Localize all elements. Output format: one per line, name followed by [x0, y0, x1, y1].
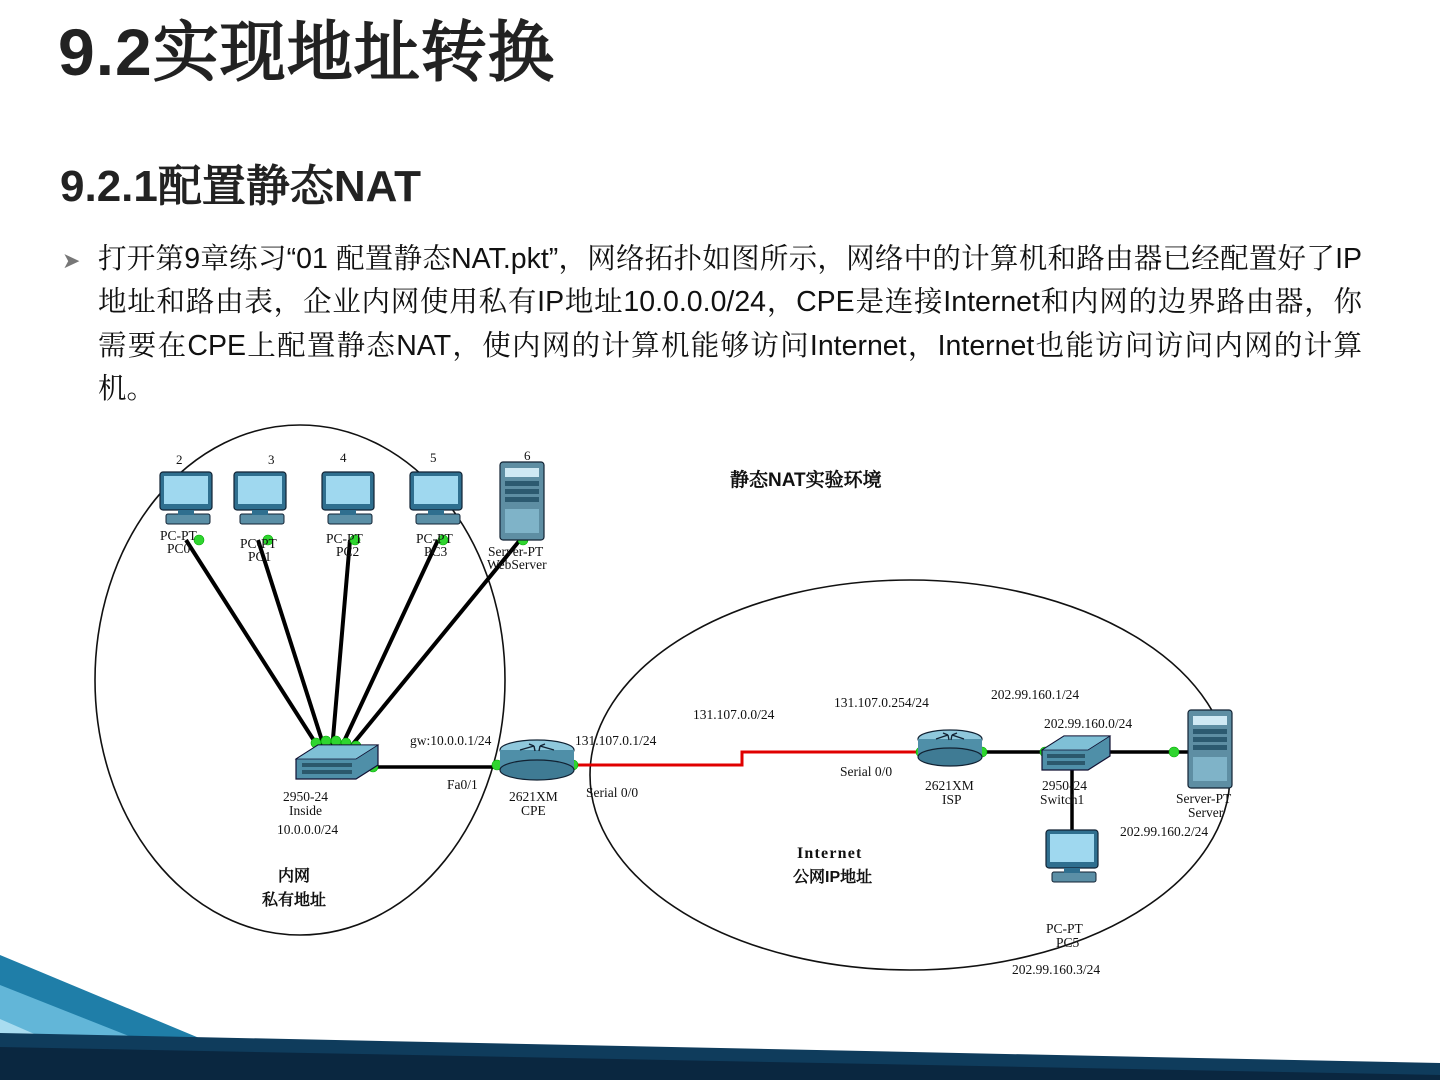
- server-type: Server-PT: [1176, 791, 1232, 806]
- server-name: Server: [1188, 805, 1224, 820]
- pc0-type: PC-PT: [160, 528, 197, 543]
- inside-zone-label-line1: 内网: [278, 868, 311, 885]
- isp-switch-name: Switch1: [1040, 792, 1085, 807]
- host-number-6: 6: [524, 448, 531, 463]
- internet-zone-ellipse: [590, 580, 1230, 970]
- pc2-name: PC2: [336, 544, 360, 559]
- internet-zone-label-line1: Internet: [797, 845, 863, 862]
- host-number-2: 2: [176, 452, 183, 467]
- webserver-name: WebServer: [487, 557, 547, 572]
- server-ip: 202.99.160.2/24: [1120, 824, 1209, 839]
- bullet-marker-icon: ➤: [62, 248, 81, 273]
- inside-switch-model: 2950-24: [283, 789, 328, 804]
- cpe-gateway-ip: gw:10.0.0.1/24: [410, 733, 492, 748]
- cpe-name: CPE: [521, 803, 546, 818]
- inside-lan-links: [186, 540, 520, 750]
- inside-switch-name: Inside: [289, 803, 322, 818]
- pc5-ip: 202.99.160.3/24: [1012, 962, 1101, 977]
- host-number-4: 4: [340, 450, 347, 465]
- pc5-type: PC-PT: [1046, 921, 1083, 936]
- bullet-text: 打开第9章练习“01 配置静态NAT.pkt”，网络拓扑如图所示，网络中的计算机和路由器已经配置好了IP地址和路由表，企业内网使用私有IP地址10.0.0.0/24，CPE是连接Internet和内网的边界路由器，你需要在CPE上配置静态NAT，使内网的计算机能够访问Internet，Internet也能访问访问内网的计算机。: [98, 243, 1362, 405]
- host-number-3: 3: [268, 452, 275, 467]
- isp-lan-ip: 202.99.160.1/24: [991, 687, 1080, 702]
- pc3-name: PC3: [424, 544, 448, 559]
- diagram-heading: 静态NAT实验环境: [730, 470, 882, 491]
- isp-name: ISP: [942, 792, 962, 807]
- slide-footer-decoration: [0, 915, 1440, 1080]
- isp-serial-port: Serial 0/0: [840, 764, 893, 779]
- topology-canvas: [0, 400, 1440, 1000]
- bullet-paragraph: [62, 238, 1362, 411]
- page-title: 9.2实现地址转换: [58, 15, 555, 89]
- cpe-model: 2621XM: [509, 789, 558, 804]
- pc1-name: PC1: [248, 549, 272, 564]
- isp-switch-network: 202.99.160.0/24: [1044, 716, 1133, 731]
- pc1-type: PC-PT: [240, 536, 277, 551]
- pc5-name: PC5: [1056, 935, 1080, 950]
- inside-zone-label-line2: 私有地址: [262, 892, 327, 909]
- section-title: 9.2.1配置静态NAT: [60, 162, 422, 211]
- pc3-type: PC-PT: [416, 531, 453, 546]
- host-number-5: 5: [430, 450, 437, 465]
- isp-serial-ip: 131.107.0.254/24: [834, 695, 929, 710]
- cpe-wan-ip: 131.107.0.1/24: [575, 733, 657, 748]
- pc0-name: PC0: [167, 541, 191, 556]
- isp-model: 2621XM: [925, 778, 974, 793]
- cpe-lan-port: Fa0/1: [447, 777, 478, 792]
- wan-link-network: 131.107.0.0/24: [693, 707, 775, 722]
- inside-network: 10.0.0.0/24: [277, 822, 339, 837]
- network-topology-diagram: [0, 400, 1440, 1000]
- cpe-wan-port: Serial 0/0: [586, 785, 639, 800]
- internet-zone-label-line2: 公网IP地址: [793, 869, 873, 886]
- webserver-type: Server-PT: [488, 544, 544, 559]
- isp-switch-model: 2950-24: [1042, 778, 1087, 793]
- pc2-type: PC-PT: [326, 531, 363, 546]
